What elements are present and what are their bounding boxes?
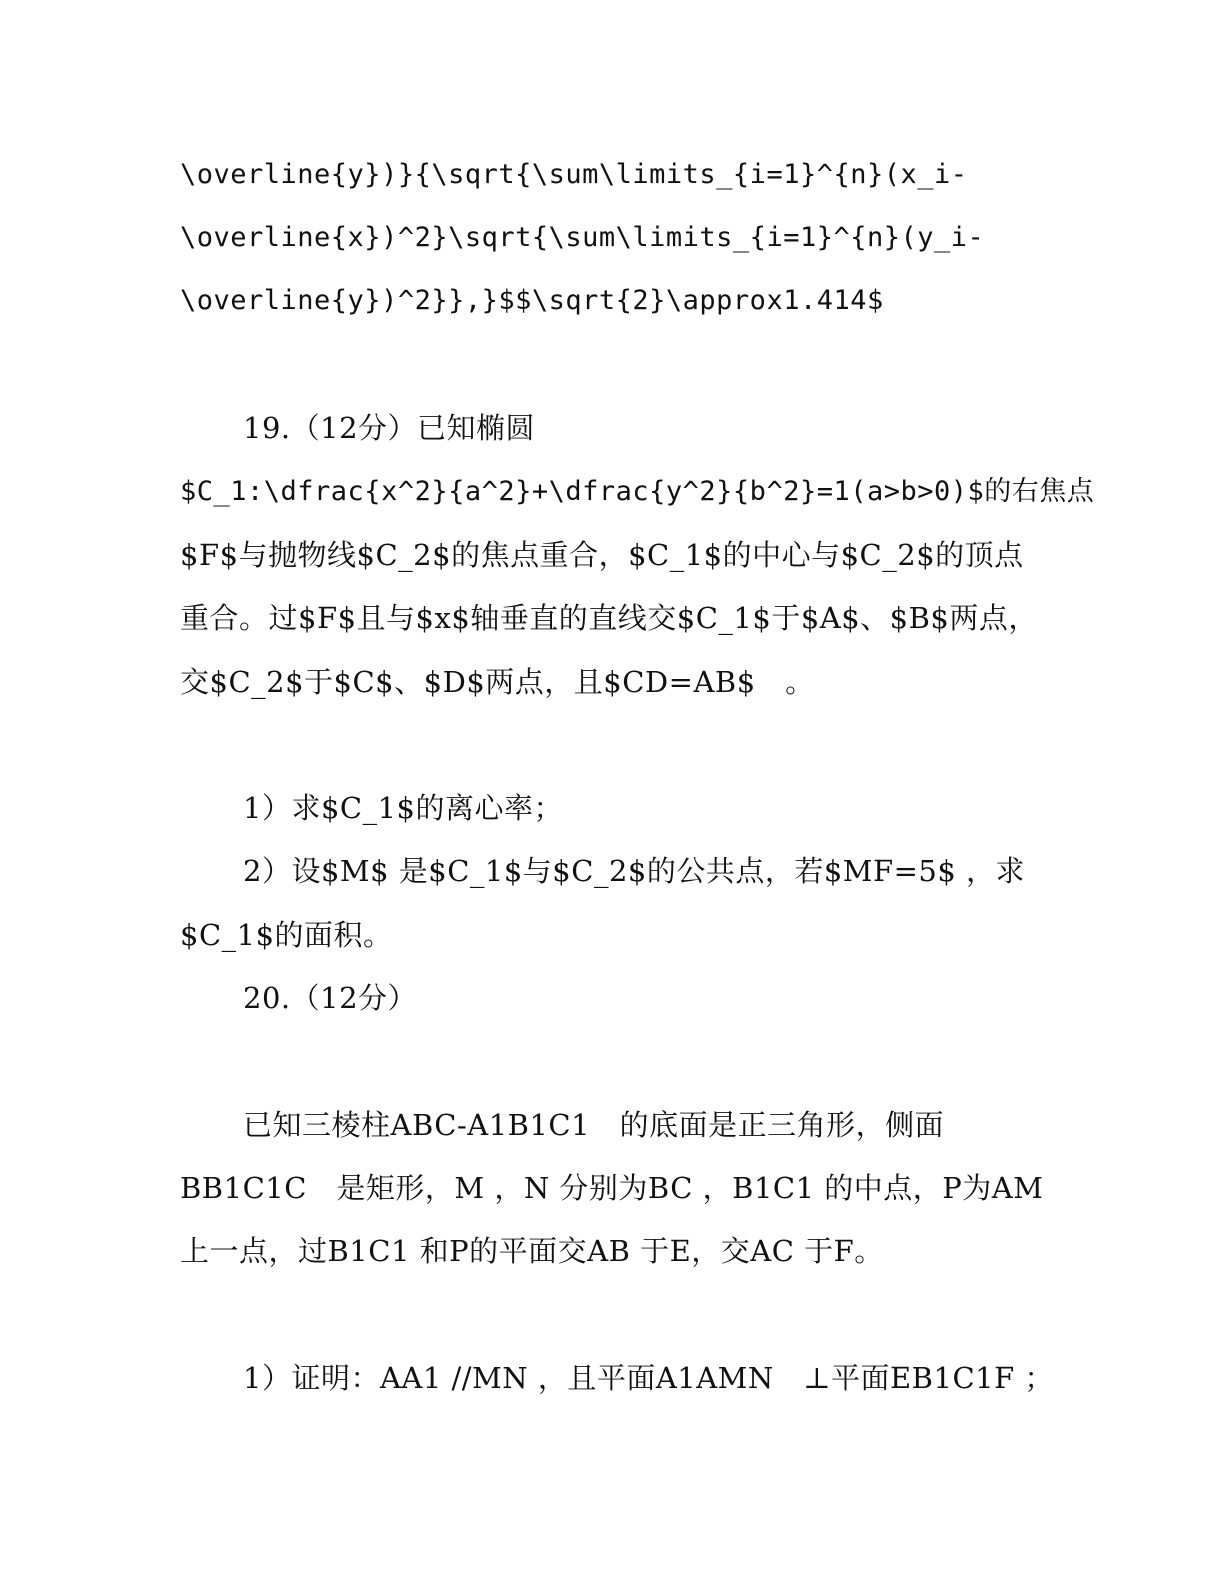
formula-line-1: \overline{y})}{\sqrt{\sum\limits_{i=1}^{n}(x_i- (180, 159, 968, 190)
question-19-part-2-cont: $C_1$的面积。 (180, 918, 393, 952)
formula-line-3: \overline{y})^2}},}$$\sqrt{2}\approx1.414$ (180, 285, 884, 316)
question-19-part-2: 2）设$M$ 是$C_1$与$C_2$的公共点，若$MF=5$ ，求 (243, 854, 1026, 888)
question-19-heading: 19.（12分）已知椭圆 (243, 411, 536, 445)
question-19-line-4: 交$C_2$于$C$、$D$两点，且$CD=AB$ 。 (180, 665, 815, 699)
question-20-line-3: 上一点，过B1C1 和P的平面交AB 于E，交AC 于F。 (180, 1234, 884, 1268)
question-20-part-1: 1）证明：AA1 //MN ，且平面A1AMN ⊥平面EB1C1F ； (243, 1361, 1054, 1395)
question-19-line-3: 重合。过$F$且与$x$轴垂直的直线交$C_1$于$A$、$B$两点， (180, 601, 1038, 635)
question-20-line-1: 已知三棱柱ABC-A1B1C1 的底面是正三角形，侧面 (243, 1108, 945, 1142)
question-19-line-2: $F$与抛物线$C_2$的焦点重合，$C_1$的中心与$C_2$的顶点 (180, 538, 1024, 572)
question-19-part-1: 1）求$C_1$的离心率； (243, 791, 563, 825)
formula-line-2: \overline{x})^2}\sqrt{\sum\limits_{i=1}^{n}(y_i- (180, 222, 985, 253)
question-20-heading: 20.（12分） (243, 981, 418, 1015)
question-19-line-1: $C_1:\dfrac{x^2}{a^2}+\dfrac{y^2}{b^2}=1(a>b>0)$的右焦点 (180, 476, 1095, 507)
question-20-line-2: BB1C1C 是矩形，M ，N 分别为BC ，B1C1 的中点，P为AM (180, 1171, 1044, 1205)
